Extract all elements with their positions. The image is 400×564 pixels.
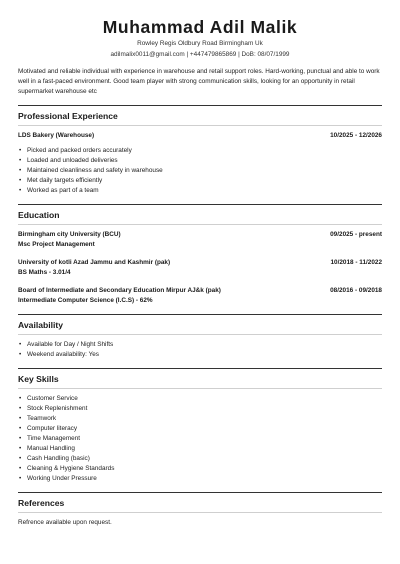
section-divider — [18, 388, 382, 389]
education-section — [18, 204, 382, 306]
degree-name: Msc Project Management — [18, 241, 95, 248]
list-item: • Teamwork — [18, 414, 382, 424]
education-entry — [18, 258, 382, 278]
references-section — [18, 492, 382, 528]
references-text: Refrence available upon request. — [18, 519, 112, 526]
list-item: • Cash Handling (basic) — [18, 454, 382, 464]
job-title: LDS Bakery (Warehouse) — [18, 132, 95, 139]
experience-section — [18, 105, 382, 196]
section-divider — [18, 125, 382, 126]
list-item: • Available for Day / Night Shifts — [18, 340, 382, 350]
school-dates: 10/2018 - 11/2022 — [330, 259, 382, 266]
contact-line: adilmalix0011@gmail.com | +447479865869 | DoB: 08/07/1999 — [110, 51, 290, 58]
section-divider — [18, 512, 382, 513]
school-name: Birmingham city University (BCU) — [18, 231, 121, 238]
education-entry — [18, 230, 382, 250]
list-item: • Stock Replenishment — [18, 404, 382, 414]
school-name: University of kotli Azad Jammu and Kashmir (pak) — [18, 259, 171, 266]
section-title-skills: Key Skills — [18, 368, 382, 388]
list-item: • Met daily targets efficiently — [18, 176, 382, 186]
summary-paragraph: Motivated and reliable individual with experience in warehouse and retail support roles. Hard-working, punctual and able to work well in a fast-paced environment. Good team player with strong communication skills, looking for an opportunity in retail supermarket warehouse etc — [18, 68, 380, 95]
section-title-availability: Availability — [18, 314, 382, 334]
address-line: Rowley Regis Oldbury Road Birmingham Uk — [137, 40, 263, 47]
school-name: Board of Intermediate and Secondary Education Mirpur AJ&k (pak) — [18, 287, 221, 294]
section-title-experience: Professional Experience — [18, 105, 382, 125]
list-item: • Time Management — [18, 434, 382, 444]
skills-section — [18, 368, 382, 484]
section-title-references: References — [18, 492, 382, 512]
degree-name: BS Maths - 3.01/4 — [18, 269, 71, 276]
section-divider — [18, 224, 382, 225]
availability-section — [18, 314, 382, 360]
education-entry — [18, 286, 382, 306]
list-item: • Manual Handling — [18, 444, 382, 454]
list-item: • Customer Service — [18, 394, 382, 404]
skills-list — [18, 394, 382, 484]
job-dates: 10/2025 - 12/2026 — [330, 132, 382, 139]
school-dates: 08/2016 - 09/2018 — [330, 287, 382, 294]
list-item: • Worked as part of a team — [18, 186, 382, 196]
school-dates: 09/2025 - present — [330, 231, 382, 238]
list-item: • Cleaning & Hygiene Standards — [18, 464, 382, 474]
degree-name: Intermediate Computer Science (I.C.S) - 62% — [18, 297, 153, 304]
list-item: • Computer literacy — [18, 424, 382, 434]
section-title-education: Education — [18, 204, 382, 224]
resume-name: Muhammad Adil Malik — [102, 17, 298, 37]
list-item: • Picked and packed orders accurately — [18, 146, 382, 156]
list-item: • Weekend availability: Yes — [18, 350, 382, 360]
list-item: • Maintained cleanliness and safety in warehouse — [18, 166, 382, 176]
section-divider — [18, 334, 382, 335]
experience-entry — [18, 131, 382, 196]
availability-list — [18, 340, 382, 360]
list-item: • Loaded and unloaded deliveries — [18, 156, 382, 166]
job-duties-list — [18, 146, 382, 196]
list-item: • Working Under Pressure — [18, 474, 382, 484]
